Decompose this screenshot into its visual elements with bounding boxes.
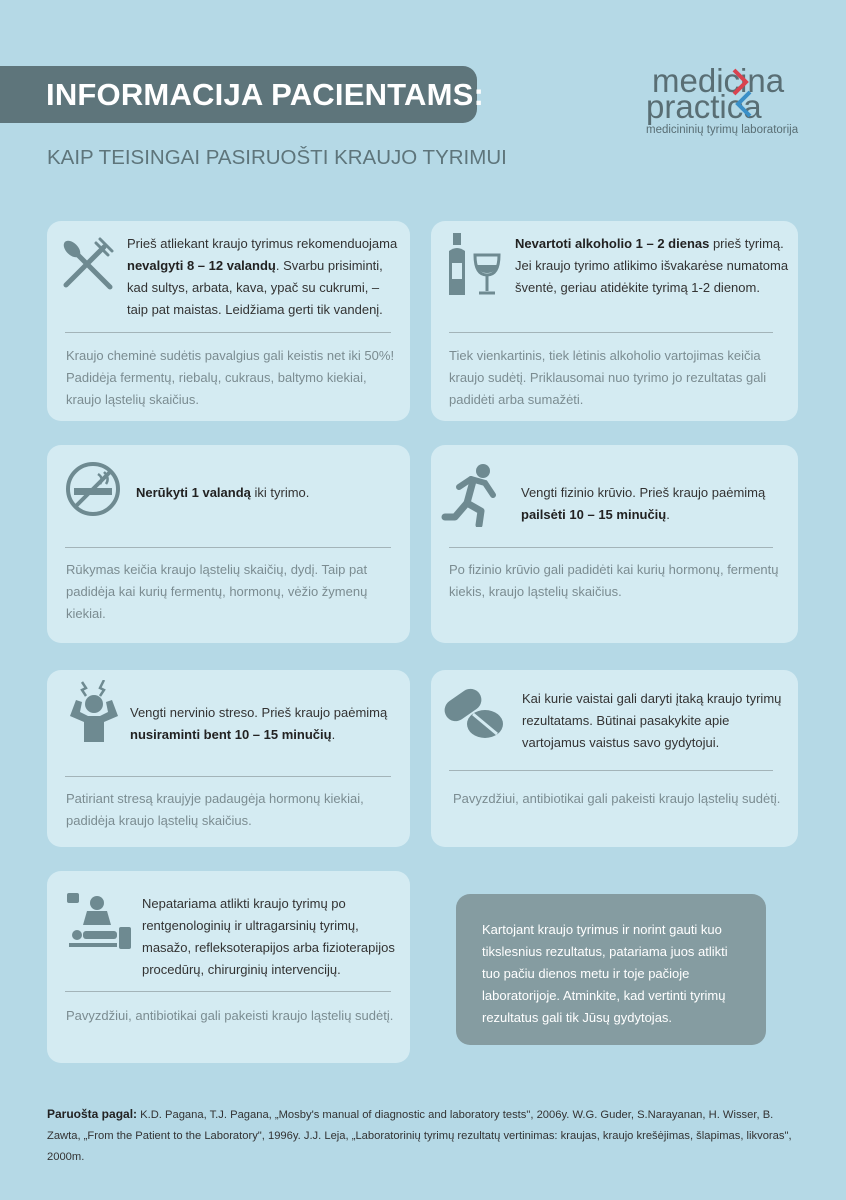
- no-smoking-icon: [64, 460, 122, 518]
- card-procedures: [47, 871, 410, 1063]
- card-main-text: Vengti fizinio krūvio. Prieš kraujo paėmimą pailsėti 10 – 15 minučių.: [521, 485, 766, 522]
- card-note: Pavyzdžiui, antibiotikai gali pakeisti kraujo ląstelių sudėtį.: [66, 1008, 394, 1023]
- card-note: Tiek vienkartinis, tiek lėtinis alkoholio vartojimas keičia kraujo sudėtį. Priklausomai nuo tyrimo jo rezultatas gali padidėti arba sumažėti.: [449, 348, 767, 407]
- logo-mark-icon: [728, 64, 758, 124]
- info-box-text: Kartojant kraujo tyrimus ir norint gauti kuo tikslesnius rezultatus, patariama juos atlikti tuo pačiu dienos metu ir toje pačioje laboratorijoje. Atminkite, kad vertinti tyrimų rezultatus gali tik Jūsų gydytojas.: [482, 922, 728, 1025]
- divider: [65, 776, 391, 777]
- card-note: Po fizinio krūvio gali padidėti kai kurių hormonų, fermentų kiekis, kraujo ląstelių skaičius.: [449, 562, 779, 599]
- card-smoking: [47, 445, 410, 643]
- card-note: Kraujo cheminė sudėtis pavalgius gali keistis net iki 50%! Padidėja fermentų, riebalų, cukraus, baltymo kiekiai, kraujo ląstelių skaičius.: [66, 348, 395, 407]
- footer-references: [47, 1104, 807, 1168]
- footer-label: Paruošta pagal:: [47, 1107, 138, 1121]
- medical-procedure-icon: [67, 891, 133, 951]
- card-main-text: Nevartoti alkoholio 1 – 2 dienas prieš tyrimą. Jei kraujo tyrimo atlikimo išvakarėse numatoma šventė, geriau atidėkite tyrimą 1-2 dienom.: [515, 236, 789, 295]
- card-note: Patiriant stresą kraujyje padaugėja hormonų kiekiai, padidėja kraujo ląstelių skaičius.: [66, 791, 364, 828]
- card-note: Rūkymas keičia kraujo ląstelių skaičių, dydį. Taip pat padidėja kai kurių fermentų, hormonų, vėžio žymenų kiekiai.: [66, 562, 368, 621]
- divider: [65, 332, 391, 333]
- logo-line2: practica: [646, 88, 762, 125]
- card-exercise: [431, 445, 798, 643]
- card-note: Pavyzdžiui, antibiotikai gali pakeisti kraujo ląstelių sudėtį.: [453, 791, 781, 806]
- pills-icon: [441, 684, 507, 744]
- card-main-text: Prieš atliekant kraujo tyrimus rekomenduojama nevalgyti 8 – 12 valandų. Svarbu prisiminti, kad sultys, arbata, kava, ypač su cukrumi, – taip pat maistas. Leidžiama gerti tik vandenį.: [127, 236, 398, 317]
- divider: [449, 547, 773, 548]
- card-alcohol: [431, 221, 798, 421]
- logo: [640, 62, 815, 142]
- card-main-text: Vengti nervinio streso. Prieš kraujo paėmimą nusiraminti bent 10 – 15 minučių.: [130, 705, 388, 742]
- card-main-text: Nepatariama atlikti kraujo tyrimų po rentgenologinių ir ultragarsinių tyrimų, masažo, refleksoterapijos arba fizioterapijos procedūrų, chirurginių intervencijų.: [142, 896, 395, 977]
- page-title: INFORMACIJA PACIENTAMS:: [46, 77, 485, 112]
- info-box: [456, 894, 766, 1045]
- divider: [65, 547, 391, 548]
- runner-icon: [441, 463, 501, 527]
- card-stress: [47, 670, 410, 847]
- divider: [449, 770, 773, 771]
- footer-text: K.D. Pagana, T.J. Pagana, „Mosby's manual of diagnostic and laboratory tests", 2006y. W.G. Guder, S.Narayanan, H. Wisser, B. Zawta, „From the Patient to the Laboratory", 1996y. J.J. Leja, „Laboratorinių tyrimų rezultatų vertinimas: kraujas, kraujo krešėjimas, šlapimas, likvoras", 2000m.: [47, 1109, 792, 1163]
- logo-tagline: medicininių tyrimų laboratorija: [646, 124, 799, 136]
- divider: [65, 991, 391, 992]
- page-subtitle: KAIP TEISINGAI PASIRUOŠTI KRAUJO TYRIMUI: [47, 146, 507, 169]
- wine-bottle-icon: [443, 233, 503, 297]
- stress-person-icon: [64, 680, 124, 744]
- cutlery-icon: [60, 235, 116, 291]
- card-fasting: [47, 221, 410, 421]
- card-main-text: Kai kurie vaistai gali daryti įtaką kraujo tyrimų rezultatams. Būtinai pasakykite apie vartojamus vaistus savo gydytojui.: [522, 691, 782, 750]
- card-medication: [431, 670, 798, 847]
- divider: [449, 332, 773, 333]
- logo-line1: medicina: [652, 62, 785, 99]
- card-main-text: Nerūkyti 1 valandą iki tyrimo.: [136, 485, 310, 500]
